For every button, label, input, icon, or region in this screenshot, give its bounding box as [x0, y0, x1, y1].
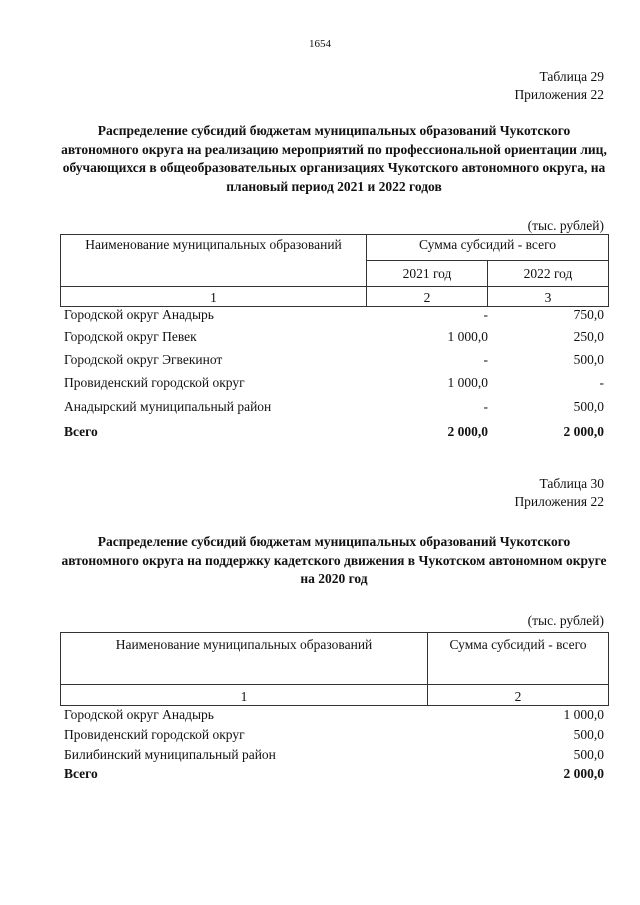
table29-body: [64, 306, 608, 446]
table29-row-2021: 1 000,0: [447, 375, 488, 390]
table29-total-2021: 2 000,0: [447, 424, 488, 439]
table29-row-2021: -: [483, 352, 488, 367]
table30-caption: [514, 475, 604, 511]
table30-colnum-1: 1: [61, 685, 428, 706]
table30-name-col-header: Наименование муниципальных образований: [61, 633, 428, 685]
table29-row-2022: 500,0: [573, 352, 604, 367]
table29-row-2021: -: [483, 399, 488, 414]
table30-header: [60, 632, 609, 706]
table29-total-row: [64, 423, 608, 441]
table29-row-2021: -: [483, 307, 488, 322]
table29-row-name: Городской округ Певек: [64, 329, 197, 344]
table29-year1-header: 2021 год: [367, 261, 488, 287]
table30-row-value: 1 000,0: [563, 707, 604, 722]
table29-row-2021: 1 000,0: [447, 329, 488, 344]
table29-caption: [514, 68, 604, 104]
table30-appendix: Приложения 22: [514, 494, 604, 509]
table29-label: Таблица 29: [539, 69, 604, 84]
table29-row-2022: 500,0: [573, 399, 604, 414]
table30-row-name: Провиденский городской округ: [64, 727, 245, 742]
table30-colnum-2: 2: [428, 685, 609, 706]
table29-row-name: Анадырский муниципальный район: [64, 399, 272, 414]
table29-title: Распределение субсидий бюджетам муниципальных образований Чукотского автономного округа на реализацию мероприятий по профессиональной ориентации лиц, обучающихся в общеобразовательных организациях Чукотского автономного округа, на плановый период 2021 и 2022 годов: [61, 123, 607, 194]
table-row: [64, 374, 608, 392]
table30-body: [64, 706, 608, 786]
table-row: [64, 706, 608, 724]
table29-row-2022: 250,0: [573, 329, 604, 344]
table30-row-name: Городской округ Анадырь: [64, 707, 214, 722]
table-row: [64, 328, 608, 346]
table30-total-value: 2 000,0: [563, 766, 604, 781]
table30-row-value: 500,0: [573, 747, 604, 762]
table30-row-name: Билибинский муниципальный район: [64, 747, 276, 762]
table30-sum-col-header: Сумма субсидий - всего: [428, 633, 609, 685]
table29-row-name: Городской округ Эгвекинот: [64, 352, 223, 367]
table29-colnum-2: 2: [367, 287, 488, 307]
table29-header: [60, 234, 609, 307]
table30-label: Таблица 30: [539, 476, 604, 491]
table29-units: (тыс. рублей): [527, 218, 604, 233]
table29-year2-header: 2022 год: [488, 261, 609, 287]
table29-row-2022: 750,0: [573, 307, 604, 322]
table29-total-label: Всего: [64, 424, 98, 439]
table30-units: (тыс. рублей): [527, 613, 604, 628]
table30-row-value: 500,0: [573, 727, 604, 742]
table29-row-name: Провиденский городской округ: [64, 375, 245, 390]
table29-name-col-header: Наименование муниципальных образований: [61, 235, 367, 287]
table29-sum-col-header: Сумма субсидий - всего: [367, 235, 609, 261]
table-row: [64, 746, 608, 764]
table29-appendix: Приложения 22: [514, 87, 604, 102]
table-row: [64, 351, 608, 369]
table30-total-row: [64, 765, 608, 783]
table29-row-name: Городской округ Анадырь: [64, 307, 214, 322]
table29-colnum-3: 3: [488, 287, 609, 307]
table29-row-2022: -: [599, 375, 604, 390]
table-row: [64, 726, 608, 744]
table30-title: Распределение субсидий бюджетам муниципальных образований Чукотского автономного округа на поддержку кадетского движения в Чукотском автономном округе на 2020 год: [61, 534, 607, 586]
table30-total-label: Всего: [64, 766, 98, 781]
table29-colnum-1: 1: [61, 287, 367, 307]
table-row: [64, 398, 608, 416]
page-number: 1654: [309, 38, 331, 50]
table29-total-2022: 2 000,0: [563, 424, 604, 439]
table-row: [64, 306, 608, 324]
